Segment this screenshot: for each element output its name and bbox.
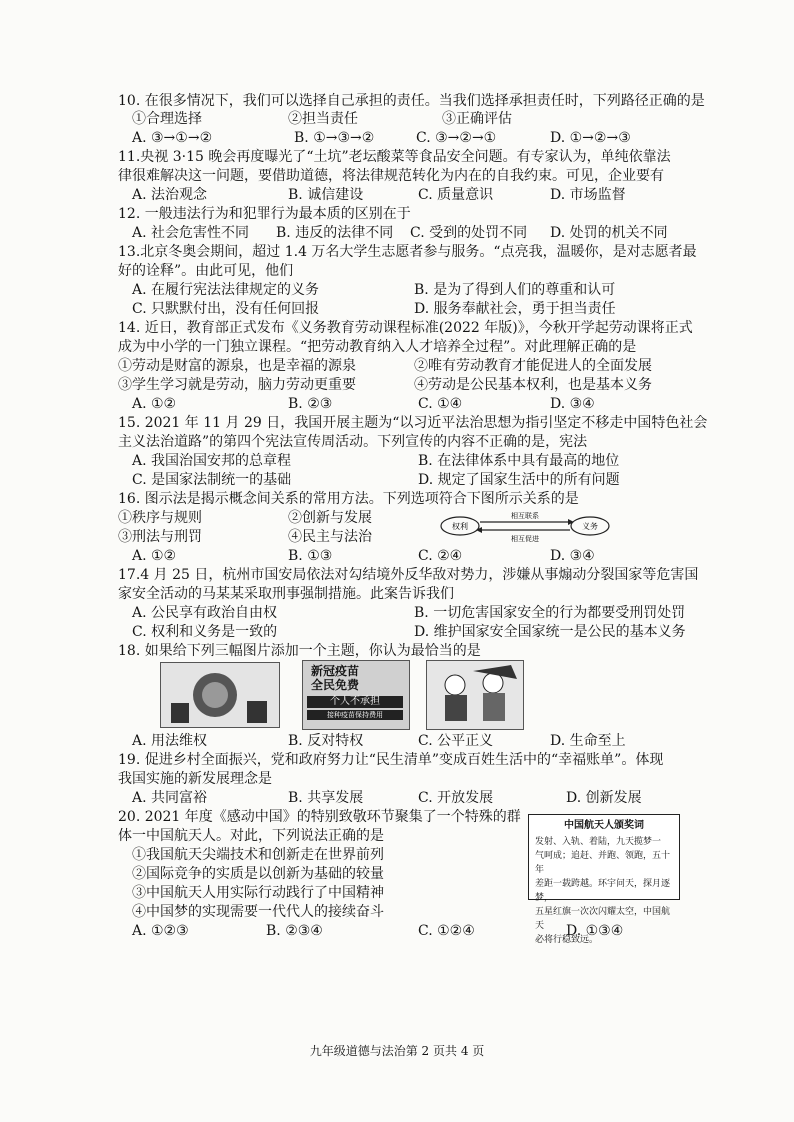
q18-option-c: C. 公平正义 xyxy=(418,733,494,749)
q15-option-b: B. 在法律体系中具有最高的地位 xyxy=(418,453,620,469)
q10-item-1: ①合理选择 xyxy=(132,111,202,127)
q20-option-b: B. ②③④ xyxy=(266,923,323,939)
q12-stem: 12. 一般违法行为和犯罪行为最本质的区别在于 xyxy=(118,206,411,222)
poster-line-4: 接种疫苗保持费用 xyxy=(307,710,403,720)
poster-line-2: 全民免费 xyxy=(311,678,360,692)
q15-option-c: C. 是国家法制统一的基础 xyxy=(132,472,292,488)
award-citation-line-3: 差距一载跨越。环宇问天，探月逐梦， xyxy=(535,879,671,903)
q18-option-b: B. 反对特权 xyxy=(288,733,364,749)
q10-option-c: C. ③→②→① xyxy=(416,130,497,146)
relationship-diagram xyxy=(440,508,610,544)
q11-option-b: B. 诚信建设 xyxy=(288,187,364,203)
q14-option-c: C. ①④ xyxy=(418,396,463,412)
page-footer: 九年级道德与法治第 2 页共 4 页 xyxy=(309,1044,485,1058)
q20-option-c: C. ①②④ xyxy=(418,923,475,939)
q14-item-4: ④劳动是公民基本权利，也是基本义务 xyxy=(414,377,652,393)
q10-item-3: ③正确评估 xyxy=(442,111,512,127)
q14-option-b: B. ②③ xyxy=(288,396,333,412)
q19-option-d: D. 创新发展 xyxy=(566,790,642,806)
q11-stem-line-1: 11.央视 3·15 晚会再度曝光了“土坑”老坛酸菜等食品安全问题。有专家认为，单纯依靠法 xyxy=(118,149,671,165)
q19-option-c: C. 开放发展 xyxy=(418,790,494,806)
q19-option-b: B. 共享发展 xyxy=(288,790,364,806)
q10-option-b: B. ①→③→② xyxy=(294,130,375,146)
q18-picture-1 xyxy=(160,662,280,728)
q16-item-3: ③刑法与刑罚 xyxy=(118,529,202,545)
q16-item-4: ④民主与法治 xyxy=(288,529,372,545)
q13-option-c: C. 只默默付出，没有任何回报 xyxy=(132,301,320,317)
q17-stem-line-2: 家安全活动的马某某采取刑事强制措施。此案告诉我们 xyxy=(118,586,454,602)
q14-item-3: ③学生学习就是劳动，脑力劳动更重要 xyxy=(118,377,356,393)
diagram-left-label: 权利 xyxy=(452,522,468,531)
q17-option-b: B. 一切危害国家安全的行为都要受刑罚处罚 xyxy=(414,605,686,621)
q13-stem-line-1: 13.北京冬奥会期间，超过 1.4 万名大学生志愿者参与服务。“点亮我，温暖你，是对志愿者最 xyxy=(118,244,697,260)
q10-item-2: ②担当责任 xyxy=(288,111,358,127)
poster-line-1: 新冠疫苗 xyxy=(311,664,360,678)
q18-option-a: A. 用法维权 xyxy=(132,733,208,749)
q20-stem-line-1: 20. 2021 年度《感动中国》的特别致敬环节聚集了一个特殊的群 xyxy=(118,809,521,825)
award-citation-line-1: 发射、入轨、着陆，九天揽梦一 xyxy=(535,837,662,847)
award-citation-line-4: 五星红旗一次次闪耀太空，中国航天 xyxy=(535,907,671,931)
q20-option-a: A. ①②③ xyxy=(132,923,189,939)
q12-option-d: D. 处罚的机关不同 xyxy=(550,225,668,241)
q14-item-1: ①劳动是财富的源泉，也是幸福的源泉 xyxy=(118,358,356,374)
q14-item-2: ②唯有劳动教育才能促进人的全面发展 xyxy=(414,358,652,374)
q16-option-c: C. ②④ xyxy=(418,548,463,564)
q16-option-d: D. ③④ xyxy=(550,548,595,564)
poster-line-3: 个人不承担 xyxy=(307,696,403,708)
q19-option-a: A. 共同富裕 xyxy=(132,790,208,806)
q16-option-a: A. ①② xyxy=(132,548,177,564)
q10-option-a: A. ③→①→② xyxy=(132,130,213,146)
q20-item-1: ①我国航天尖端技术和创新走在世界前列 xyxy=(132,847,384,863)
q16-item-1: ①秩序与规则 xyxy=(118,510,202,526)
q15-stem-line-1: 15. 2021 年 11 月 29 日，我国开展主题为“以习近平法治思想为指引坚定不移走中国特色社会 xyxy=(118,415,708,431)
q10-stem: 10. 在很多情况下，我们可以选择自己承担的责任。当我们选择承担责任时，下列路径正确的是 xyxy=(118,93,705,109)
q14-stem-line-2: 成为中小学的一门独立课程。“把劳动教育纳入人才培养全过程”。对此理解正确的是 xyxy=(118,339,637,355)
award-citation-title: 中国航天人颁奖词 xyxy=(564,820,644,831)
q16-stem: 16. 图示法是揭示概念间关系的常用方法。下列选项符合下图所示关系的是 xyxy=(118,491,579,507)
q16-item-2: ②创新与发展 xyxy=(288,510,372,526)
q13-option-b: B. 是为了得到人们的尊重和认可 xyxy=(414,282,616,298)
q20-item-3: ③中国航天人用实际行动践行了中国精神 xyxy=(132,885,384,901)
q13-stem-line-2: 好的诠释”。由此可见，他们 xyxy=(118,263,294,279)
q11-stem-line-2: 律很难解决这一问题，要借助道德，将法律规范转化为内在的自我约束。可见，企业要有 xyxy=(118,168,664,184)
q11-option-d: D. 市场监督 xyxy=(550,187,626,203)
q17-option-a: A. 公民享有政治自由权 xyxy=(132,605,278,621)
q14-option-a: A. ①② xyxy=(132,396,177,412)
q18-stem: 18. 如果给下列三幅图片添加一个主题，你认为最恰当的是 xyxy=(118,643,481,659)
diagram-bottom-label: 相互促进 xyxy=(511,535,539,543)
diagram-top-label: 相互联系 xyxy=(511,512,539,520)
q12-option-a: A. 社会危害性不同 xyxy=(132,225,250,241)
q18-picture-2 xyxy=(302,660,410,730)
q18-picture-3 xyxy=(426,660,524,730)
q15-option-a: A. 我国治国安邦的总章程 xyxy=(132,453,292,469)
award-citation-line-2: 气呵成；追赶、并跑、领跑，五十年 xyxy=(535,851,671,875)
q20-option-d: D. ①③④ xyxy=(566,923,624,939)
award-citation-line-5: 必将行稳致远。 xyxy=(535,935,599,945)
q10-option-d: D. ①→②→③ xyxy=(550,130,631,146)
q18-option-d: D. 生命至上 xyxy=(550,733,626,749)
q16-option-b: B. ①③ xyxy=(288,548,333,564)
q15-stem-line-2: 主义法治道路”的第四个宪法宣传周活动。下列宣传的内容不正确的是，宪法 xyxy=(118,434,588,450)
q20-item-4: ④中国梦的实现需要一代代人的接续奋斗 xyxy=(132,904,384,920)
q13-option-d: D. 服务奉献社会，勇于担当责任 xyxy=(414,301,616,317)
q20-item-2: ②国际竞争的实质是以创新为基础的较量 xyxy=(132,866,384,882)
q19-stem-line-2: 我国实施的新发展理念是 xyxy=(118,771,272,787)
q17-stem-line-1: 17.4 月 25 日，杭州市国安局依法对勾结境外反华敌对势力，涉嫌从事煽动分裂国家等危害国 xyxy=(118,567,699,583)
q13-option-a: A. 在履行宪法法律规定的义务 xyxy=(132,282,320,298)
q20-stem-line-2: 体一中国航天人。对此，下列说法正确的是 xyxy=(118,828,384,844)
diagram-right-label: 义务 xyxy=(582,522,598,531)
q14-option-d: D. ③④ xyxy=(550,396,595,412)
q17-option-c: C. 权利和义务是一致的 xyxy=(132,624,278,640)
q11-option-a: A. 法治观念 xyxy=(132,187,208,203)
q17-option-d: D. 维护国家安全国家统一是公民的基本义务 xyxy=(414,624,686,640)
q12-option-b: B. 违反的法律不同 xyxy=(276,225,394,241)
q14-stem-line-1: 14. 近日，教育部正式发布《义务教育劳动课程标准(2022 年版)》，今秋开学起劳动课将正式 xyxy=(118,320,693,336)
q15-option-d: D. 规定了国家生活中的所有问题 xyxy=(418,472,620,488)
q12-option-c: C. 受到的处罚不同 xyxy=(410,225,528,241)
q19-stem-line-1: 19. 促进乡村全面振兴，党和政府努力让“民生清单”变成百姓生活中的“幸福账单”。体现 xyxy=(118,752,664,768)
q11-option-c: C. 质量意识 xyxy=(418,187,494,203)
